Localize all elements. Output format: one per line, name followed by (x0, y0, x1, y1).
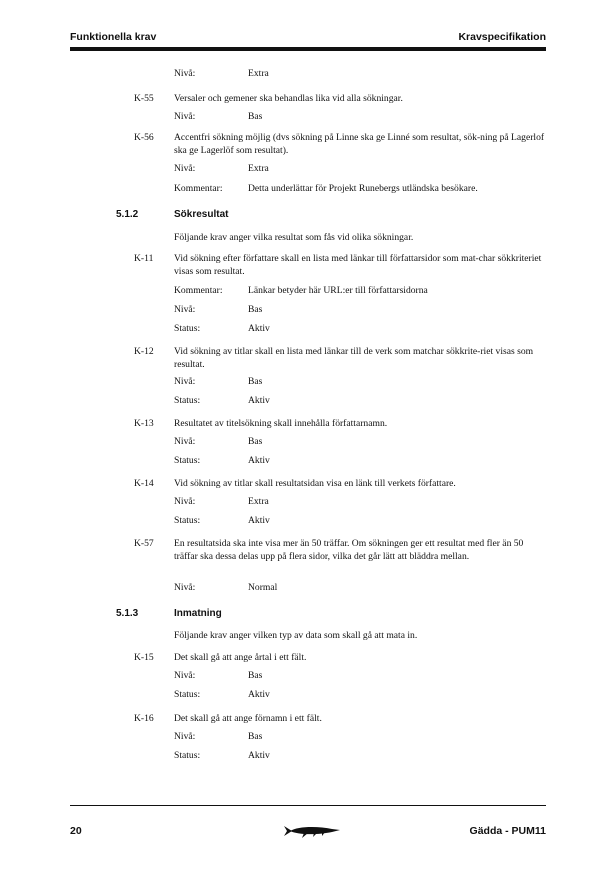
section-number: 5.1.3 (116, 608, 139, 619)
status-label: Status: (174, 323, 201, 334)
status-value: Aktiv (248, 689, 270, 700)
level-value: Extra (248, 496, 269, 507)
pike-fish-icon (282, 822, 342, 840)
level-label: Nivå: (174, 670, 196, 681)
status-value: Aktiv (248, 395, 270, 406)
level-value: Bas (248, 731, 263, 742)
level-label: Nivå: (174, 111, 196, 122)
status-label: Status: (174, 395, 201, 406)
status-value: Aktiv (248, 750, 270, 761)
requirement-id: K-15 (134, 652, 154, 663)
level-value: Extra (248, 163, 269, 174)
status-label: Status: (174, 515, 201, 526)
level-value: Bas (248, 304, 263, 315)
requirement-text: Versaler och gemener ska behandlas lika vid alla sökningar. (174, 93, 403, 104)
requirement-id: K-56 (134, 132, 154, 143)
page-footer (70, 825, 546, 841)
level-value: Bas (248, 670, 263, 681)
comment-label: Kommentar: (174, 183, 223, 194)
requirement-text: Accentfri sökning möjlig (dvs sökning på Linne ska ge Linné som resultat, sök-ning på Lagerlof ska ge Lagerlöf som resultat). (174, 132, 545, 156)
requirement-id: K-14 (134, 478, 154, 489)
header-document-title: Kravspecifikation (458, 31, 546, 43)
level-label: Nivå: (174, 376, 196, 387)
level-value: Bas (248, 111, 263, 122)
section-number: 5.1.2 (116, 209, 139, 220)
requirement-text: Vid sökning av titlar skall resultatsidan visa en länk till verkets författare. (174, 478, 456, 489)
comment-value: Detta underlättar för Projekt Runebergs utländska besökare. (248, 183, 478, 194)
section-intro: Följande krav anger vilka resultat som fås vid olika sökningar. (174, 232, 414, 243)
requirement-text: Det skall gå att ange årtal i ett fält. (174, 652, 307, 663)
requirement-id: K-55 (134, 93, 154, 104)
header-section-title: Funktionella krav (70, 31, 157, 43)
section-title: Inmatning (174, 608, 222, 619)
requirement-id: K-16 (134, 713, 154, 724)
comment-value: Länkar betyder här URL:er till författarsidorna (248, 285, 428, 296)
status-value: Aktiv (248, 455, 270, 466)
level-label: Nivå: (174, 304, 196, 315)
status-label: Status: (174, 750, 201, 761)
requirement-text: Det skall gå att ange förnamn i ett fält. (174, 713, 322, 724)
level-label: Nivå: (174, 496, 196, 507)
level-label: Nivå: (174, 731, 196, 742)
level-label: Nivå: (174, 582, 196, 593)
requirement-text: En resultatsida ska inte visa mer än 50 träffar. Om sökningen ger ett resultat med fler än 50 träffar ska dessa delas upp på flera sidor, vilka det går lätt att bläddra mellan. (174, 538, 524, 562)
section-intro: Följande krav anger vilken typ av data som skall gå att mata in. (174, 630, 418, 641)
requirement-id: K-11 (134, 253, 154, 264)
requirement-id: K-57 (134, 538, 154, 549)
requirement-text: Vid sökning av titlar skall en lista med länkar till de verk som matchar sökkrite-riet visas som resultat. (174, 346, 534, 370)
footer-document-title: Gädda - PUM11 (469, 825, 546, 837)
level-value: Bas (248, 376, 263, 387)
section-title: Sökresultat (174, 209, 229, 220)
status-value: Aktiv (248, 323, 270, 334)
level-value: Normal (248, 582, 278, 593)
status-label: Status: (174, 689, 201, 700)
status-label: Status: (174, 455, 201, 466)
page-number: 20 (70, 825, 82, 837)
level-value: Extra (248, 68, 269, 79)
comment-label: Kommentar: (174, 285, 223, 296)
level-value: Bas (248, 436, 263, 447)
footer-rule (70, 805, 546, 806)
requirement-text: Vid sökning efter författare skall en lista med länkar till författarsidor som mat-char sökkriteriet visas som resultat. (174, 253, 542, 277)
requirement-id: K-13 (134, 418, 154, 429)
status-value: Aktiv (248, 515, 270, 526)
level-label: Nivå: (174, 436, 196, 447)
requirement-text: Resultatet av titelsökning skall innehålla författarnamn. (174, 418, 388, 429)
requirement-id: K-12 (134, 346, 154, 357)
level-label: Nivå: (174, 68, 196, 79)
level-label: Nivå: (174, 163, 196, 174)
